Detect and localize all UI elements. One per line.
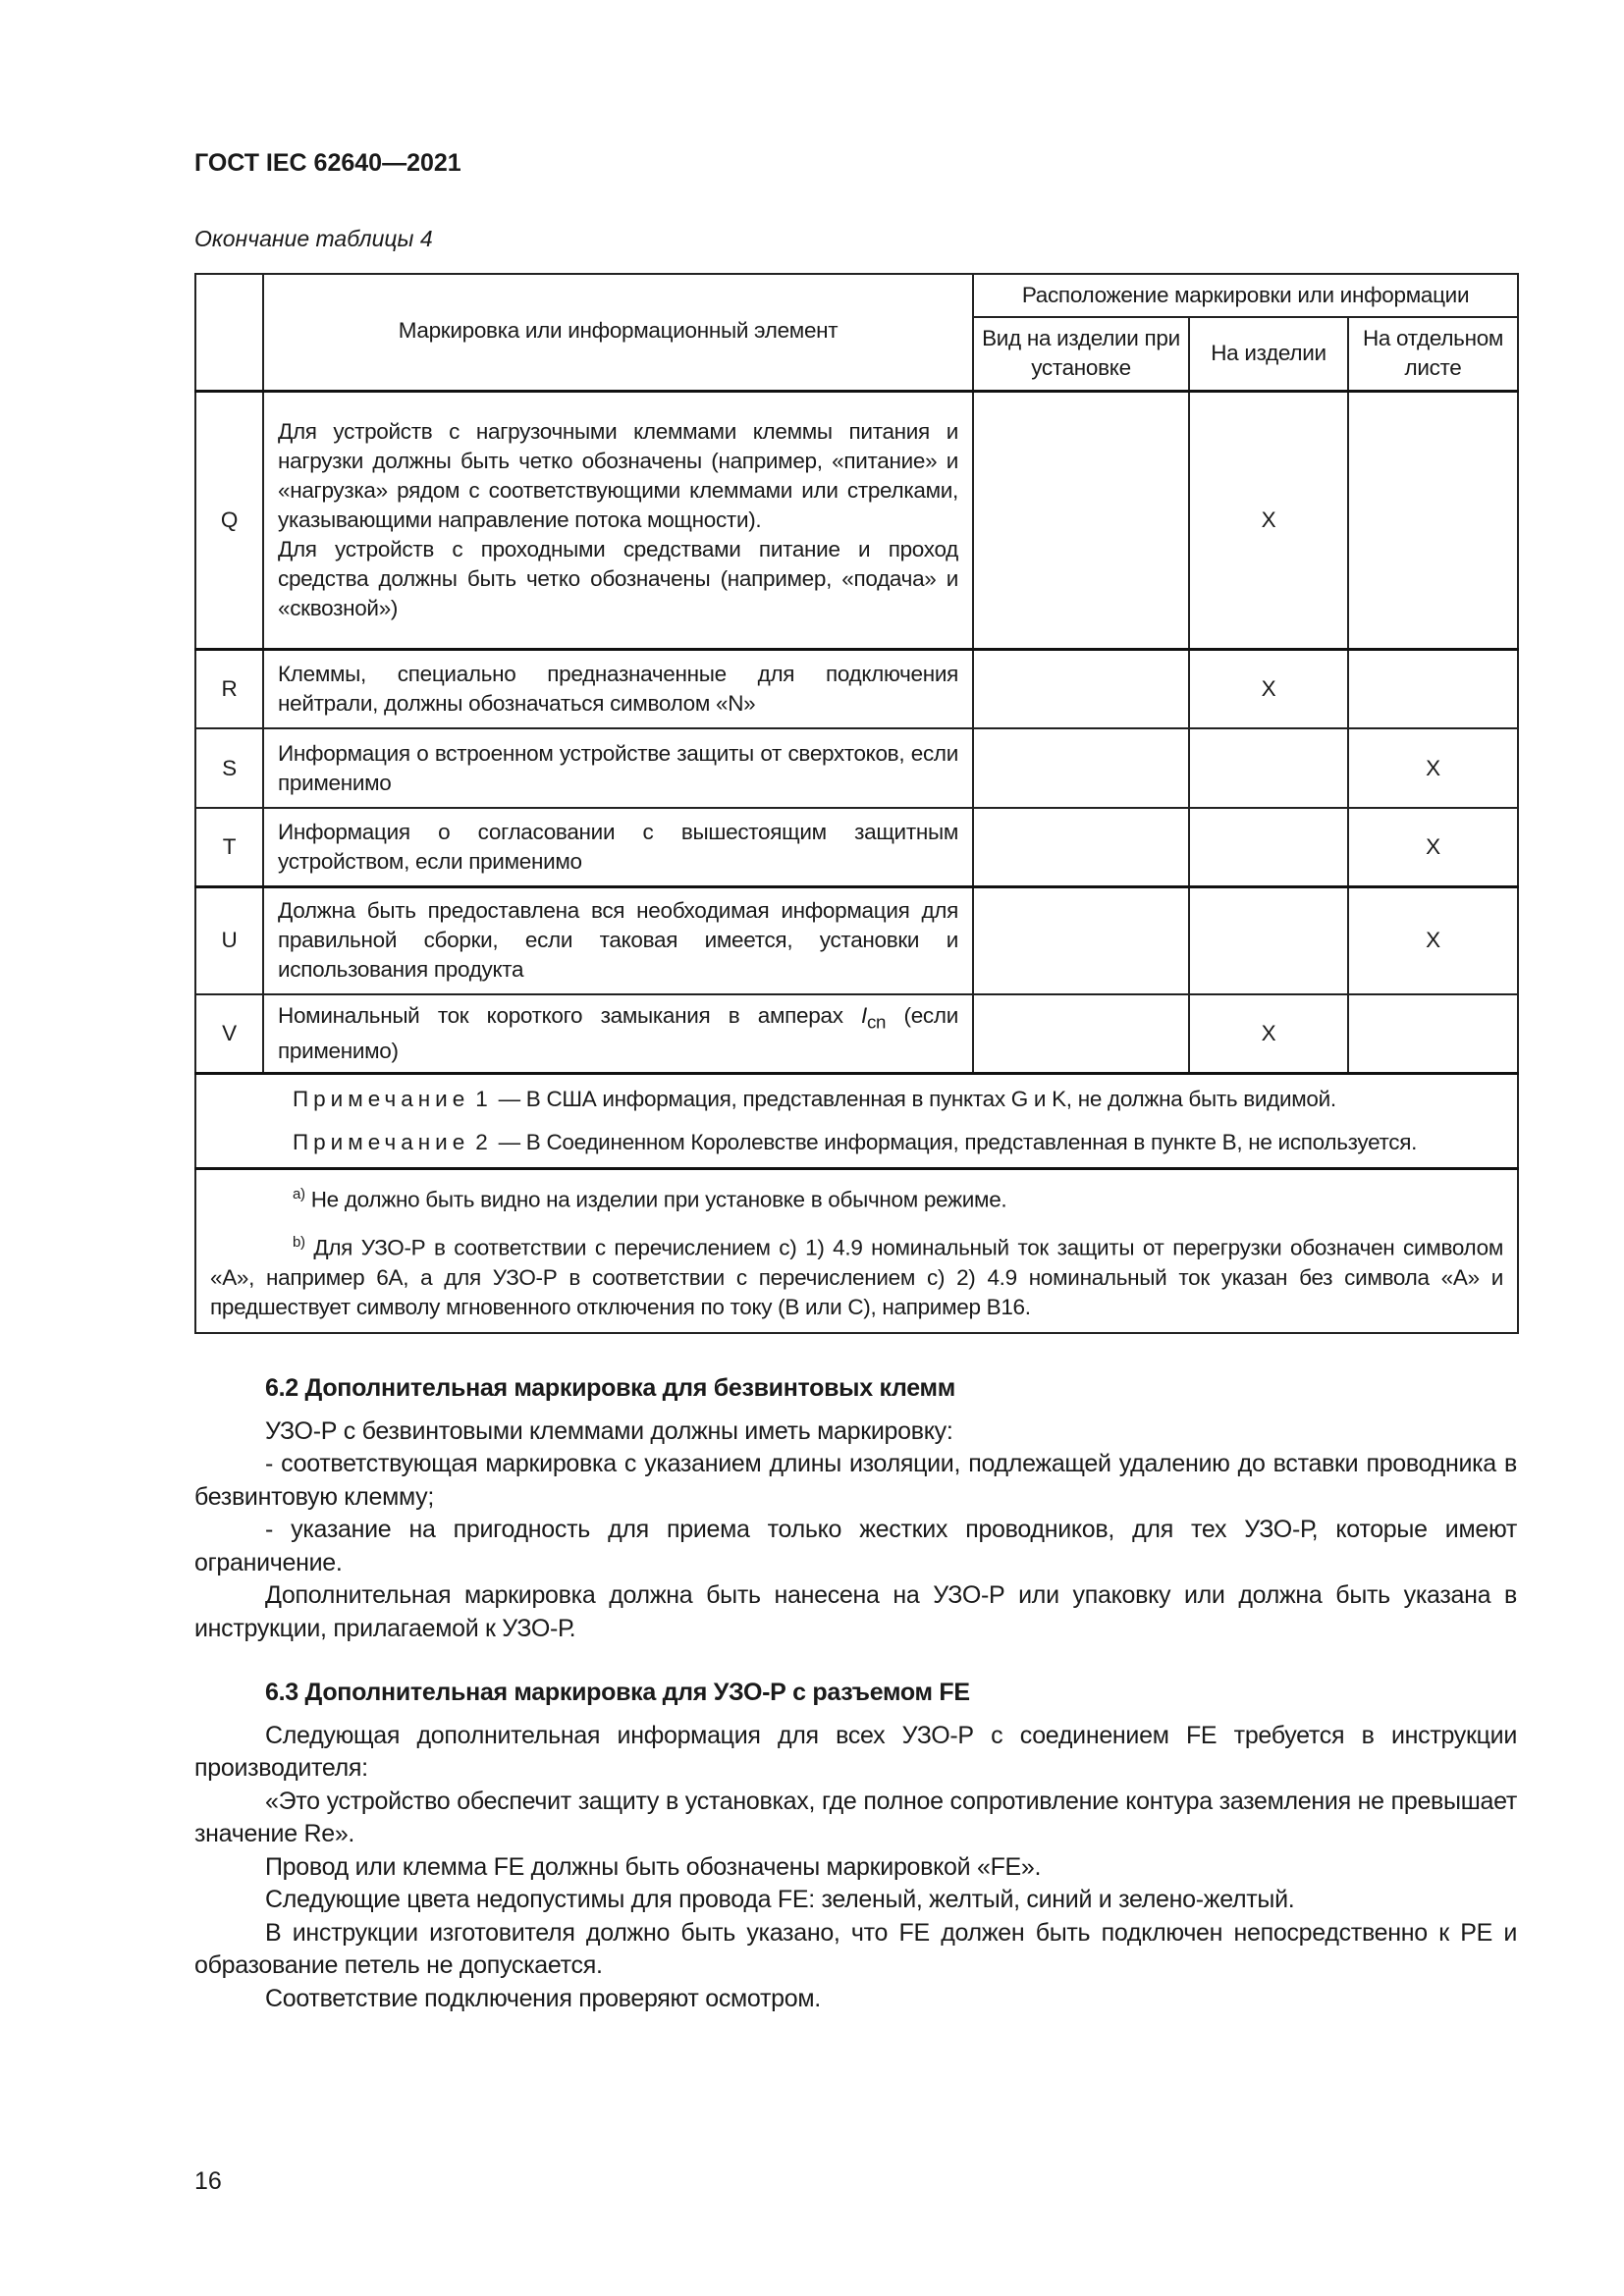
- note-1: Примечание 1 — В США информация, представленная в пунктах G и K, не должна быть видимой.: [293, 1086, 1336, 1111]
- header-separate-sheet: На отдельном листе: [1348, 317, 1518, 391]
- section-6-2: 6.2 Дополнительная маркировка для безвинтовых клемм УЗО-Р с безвинтовыми клеммами должны иметь маркировку: - соответствующая маркировка с указанием длины изоляции, подлежащей удалению до вставки проводника в безвинтовую клемму; - указание на пригодность для приема только жестких проводников, для тех УЗО-Р, которые имеют ограничение. Дополнительная маркировка должна быть нанесена на УЗО-Р или упаковку или должна быть указана в инструкции, прилагаемой к УЗО-Р.: [194, 1374, 1517, 1642]
- table-footnotes: [195, 1168, 1518, 1333]
- footnote-a: $^{a)}$ Не должно быть видно на изделии при установке в обычном режиме.: [293, 1185, 1007, 1211]
- table-notes: [195, 1073, 1518, 1168]
- table-row: T Информация о согласовании с вышестоящим защитным устройством, если применимо X: [195, 808, 1518, 886]
- section-heading: 6.3 Дополнительная маркировка для УЗО-Р с разъемом FE: [265, 1679, 970, 1706]
- table-continuation-caption: Окончание таблицы 4: [194, 226, 433, 251]
- document-header: ГОСТ IEC 62640—2021: [194, 149, 461, 177]
- header-on-product: На изделии: [1189, 317, 1348, 391]
- header-view-installed: Вид на изделии при установке: [973, 317, 1189, 391]
- section-heading: 6.2 Дополнительная маркировка для безвинтовых клемм: [265, 1374, 955, 1402]
- header-item: Маркировка или информационный элемент: [263, 274, 973, 391]
- marking-table: [194, 273, 1519, 1334]
- section-6-3: 6.3 Дополнительная маркировка для УЗО-Р с разъемом FE Следующая дополнительная информация для всех УЗО-Р с соединением FE требуется в инструкции производителя: «Это устройство обеспечит защиту в установках, где полное сопротивление контура заземления не превышает значение Re». Провод или клемма FE должны быть обозначены маркировкой «FE». Следующие цвета недопустимы для провода FE: зеленый, желтый, синий и зелено-желтый. В инструкции изготовителя должно быть указано, что FE должен быть подключен непосредственно к PE и образование петель не допускается. Соответствие подключения проверяют осмотром.: [194, 1679, 1517, 2012]
- header-location: Расположение маркировки или информации: [973, 274, 1518, 317]
- footnote-b: $^{b)}$ Для УЗО-Р в соответствии с перечислением с) 1) 4.9 номинальный ток защиты от перегрузки обозначен символом «А», например 6А, а для УЗО-Р в соответствии с перечислением с) 2) 4.9 номинальный ток указан без символа «А» и предшествует символу мгновенного отключения по току (В или С), например В16.: [210, 1234, 1504, 1319]
- table-row: Q Для устройств с нагрузочными клеммами клеммы питания и нагрузки должны быть четко обозначены (например, «питание» и «нагрузка» рядом с соответствующими клеммами или стрелками, указывающими направление потока мощности). Для устройств с проходными средствами питание и проход средства должны быть четко обозначены (например, «подача» и «сквозной») X: [195, 391, 1518, 649]
- page-number: 16: [194, 2167, 222, 2195]
- note-2: Примечание 2 — В Соединенном Королевстве информация, представленная в пункте B, не используется.: [293, 1129, 1418, 1154]
- table-header-row: [195, 274, 1518, 317]
- table-row: R Клеммы, специально предназначенные для подключения нейтрали, должны обозначаться символом «N» X: [195, 649, 1518, 728]
- table-row: U Должна быть предоставлена вся необходимая информация для правильной сборки, если таковая имеется, установки и использования продукта X: [195, 886, 1518, 994]
- table-row: S Информация о встроенном устройстве защиты от сверхтоков, если применимо X: [195, 728, 1518, 808]
- table-row: V Номинальный ток короткого замыкания в амперах $I_{cn}$ (если применимо) X: [195, 994, 1518, 1073]
